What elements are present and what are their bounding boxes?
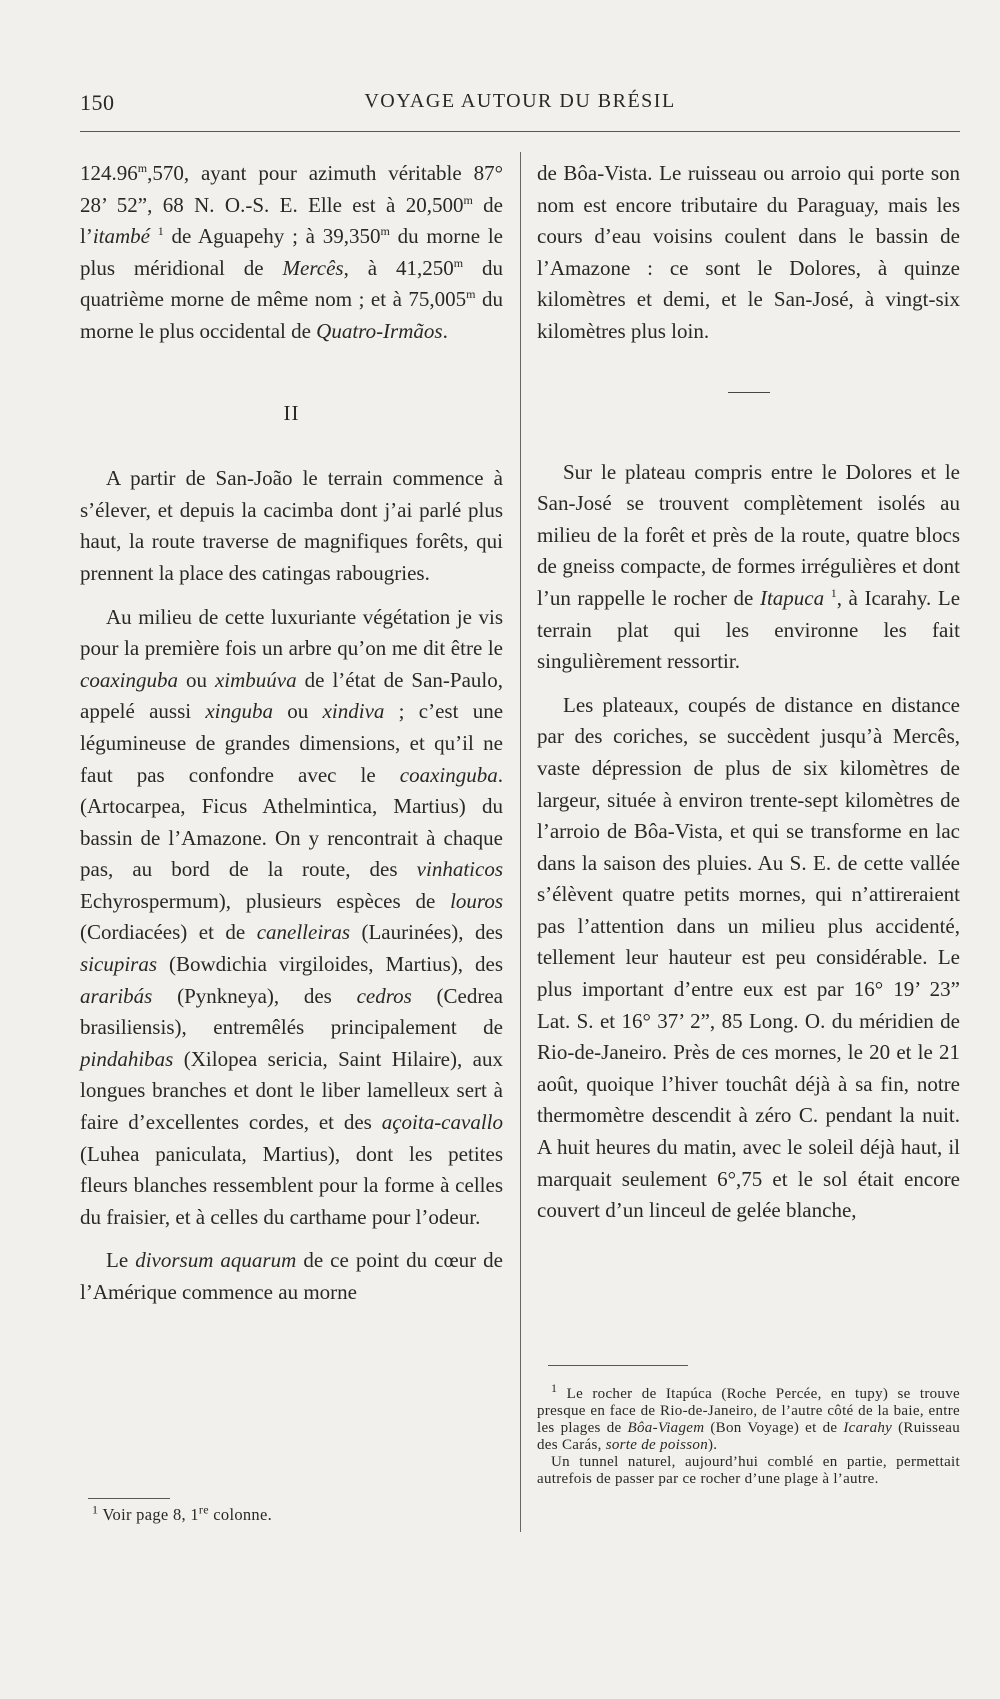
- text-run: (Bon Voyage) et de: [704, 1420, 844, 1436]
- text-run: [150, 224, 158, 248]
- text-run: 124.96: [80, 161, 138, 185]
- text-run: (Cedrea brasiliensis), entremêlés principalement de: [80, 983, 503, 1040]
- superscript: 1: [551, 1381, 558, 1395]
- superscript: m: [137, 161, 148, 175]
- paragraph-merces: [537, 690, 960, 1227]
- text-run: Les plateaux, coupés de distance en distance par des coriches, se succèdent jusqu’à Mercês, vaste dépression de plus de six kilomètres de largeur, située à environ trente-sept kilomètres de l’arroio de Bôa-Vista, et qui se transforme en lac dans la saison des pluies. Au S. E. de cette vallée s’élèvent quatre petits mornes, qui n’attireraient pas l’attention dans un milieu plus accidenté, tellement leur hauteur est peu considérable. Le plus important d’entre eux est par 16° 19’ 23” Lat. S. et 16° 37’ 2”, 85 Long. O. du méridien de Rio-de-Janeiro. Près de ces mornes, le 20 et le 21 août, quoique l’hiver touchât déjà à sa fin, notre thermomètre descendit à zéro C. pendant la nuit. A huit heures du matin, avec le soleil déjà haut, il marquait seulement 6°,75 et le sol était encore couvert d’un linceul de gelée blanche,: [537, 692, 960, 1223]
- paragraph-boa-vista: [537, 158, 960, 348]
- text-run: , à Icarahy. Le terrain plat qui les environne les fait singulièrement ressortir.: [537, 585, 961, 674]
- paragraph-coordinates: [80, 158, 503, 348]
- italic-term: vinhaticos: [416, 857, 503, 882]
- text-run: Un tunnel naturel, aujourd’hui comblé en partie, permettait autrefois de passer par ce rocher d’une plage à l’autre.: [537, 1454, 960, 1487]
- section-heading: II: [283, 400, 300, 425]
- text-run: de ce point du cœur de l’Amérique commence au morne: [80, 1248, 503, 1304]
- column-divider: [520, 152, 521, 1532]
- superscript: re: [198, 1502, 209, 1517]
- text-run: ; c’est une légumineuse de grandes dimensions, et qu’il ne faut pas confondre avec le: [80, 699, 504, 787]
- text-run: A partir de San-João le terrain commence à s’élever, et depuis la cacimba dont j’ai parlé plus haut, la route traverse de magnifiques forêts, qui prennent la place des catingas rabougries.: [80, 466, 503, 585]
- text-run: (Pynkneya), des: [152, 983, 357, 1008]
- italic-term: cedros: [356, 983, 412, 1008]
- text-run: du morne le plus méridional de: [80, 224, 504, 280]
- paragraph-divorsum: [80, 1245, 503, 1308]
- italic-term: Quatro-Irmãos: [316, 318, 443, 343]
- footnote-right: [537, 1381, 960, 1488]
- superscript: m: [453, 255, 464, 270]
- superscript: m: [463, 192, 473, 207]
- text-run: Le rocher de Itapúca (Roche Percée, en tupy) se trouve presque en face de Rio-de-Janeiro, de l’autre côté de la baie, entre les plages de: [537, 1386, 960, 1436]
- running-title: VOYAGE AUTOUR DU BRÉSIL: [364, 90, 676, 112]
- page-number: 150: [80, 90, 115, 115]
- page-header: [80, 84, 960, 124]
- text-run: (Laurinées), des: [350, 920, 503, 945]
- text-run: ,570, ayant pour azimuth véritable 87° 28’ 52”, 68 N. O.-S. E. Elle est à 20,500: [80, 161, 503, 217]
- text-run: de l’état de San-Paulo, appelé aussi: [80, 667, 503, 724]
- text-run: , à 41,250: [343, 255, 454, 280]
- italic-term: pindahibas: [80, 1046, 174, 1071]
- superscript: m: [466, 287, 476, 302]
- italic-term: Mercês: [282, 255, 344, 280]
- text-run: de Bôa-Vista. Le ruisseau ou arroio qui porte son nom est encore tributaire du Paraguay, mais les cours d’eau voisins coulent dans le bassin de l’Amazone : ce sont le Dolores, à quinze kilomètres et demi, et le San-José, à vingt-six kilomètres plus loin.: [537, 161, 960, 343]
- text-run: ou: [273, 699, 323, 724]
- italic-term: Bôa-Viagem: [627, 1420, 705, 1436]
- header-rule: [80, 131, 960, 132]
- footnote-itapuca: [537, 1381, 960, 1454]
- italic-term: Icarahy: [843, 1420, 893, 1436]
- left-column: [80, 158, 503, 1309]
- text-run: Voir page 8, 1: [98, 1505, 199, 1524]
- text-run: Au milieu de cette luxuriante végétation je vis pour la première fois un arbre qu’on me dit être le: [80, 604, 503, 661]
- paragraph-plateau: [537, 457, 960, 678]
- text-run: du morne le plus occidental de: [80, 287, 504, 343]
- italic-term: canelleiras: [256, 920, 350, 945]
- text-run: . (Artocarpea, Ficus Athelmintica, Martius) du bassin de l’Amazone. On y rencontrait à chaque pas, au bord de la route, des: [80, 762, 503, 882]
- italic-term: louros: [450, 888, 503, 913]
- italic-term: ximbuúva: [214, 667, 297, 692]
- text-run: (Bowdichia virgiloides, Martius), des: [157, 952, 503, 977]
- paragraph-vegetation: [80, 602, 503, 1234]
- superscript: 1: [92, 1502, 99, 1517]
- right-column: [537, 158, 960, 1227]
- paragraph-san-joao: [80, 463, 503, 589]
- superscript: 1: [157, 224, 164, 239]
- text-run: [824, 586, 831, 610]
- italic-term: araribás: [80, 983, 153, 1008]
- text-run: (Luhea paniculata, Martius), dont les petites fleurs blanches ressemblent pour la forme à celles du fraisier, et à celles du carthame pour l’odeur.: [80, 1141, 503, 1229]
- superscript: m: [380, 224, 390, 239]
- text-run: du quatrième morne de même nom ; et à 75,005: [80, 255, 503, 312]
- text-run: .: [442, 318, 448, 343]
- text-run: de Aguapehy ; à 39,350: [163, 224, 381, 249]
- italic-term: divorsum aquarum: [135, 1248, 297, 1273]
- italic-term: açoita-cavallo: [381, 1110, 503, 1135]
- text-run: Sur le plateau compris entre le Dolores et le San-José se trouvent complètement isolés au milieu de la forêt et près de la route, quatre blocs de gneiss compacte, de formes irrégulières et dont l’un rappelle le rocher de: [537, 459, 960, 610]
- italic-term: xinguba: [205, 699, 274, 724]
- text-run: ou: [177, 667, 215, 692]
- footnote-tunnel: [537, 1454, 960, 1488]
- italic-term: sicupiras: [80, 952, 158, 977]
- text-run: Le: [106, 1248, 136, 1273]
- text-run: de l’: [80, 192, 503, 249]
- section-break-rule: [728, 392, 770, 393]
- italic-term: itambé: [92, 224, 150, 249]
- italic-term: coaxinguba: [80, 667, 178, 692]
- footnote-rule-right: [548, 1365, 688, 1366]
- italic-term: coaxinguba: [399, 762, 498, 787]
- footnote-left: [92, 1504, 512, 1525]
- text-run: colonne.: [208, 1505, 273, 1524]
- superscript: 1: [830, 585, 837, 600]
- footnote-rule-left: [88, 1498, 170, 1499]
- text-run: (Xilopea sericia, Saint Hilaire), aux longues branches et dont le liber lamelleux sert à faire d’excellentes cordes, et des: [80, 1046, 503, 1135]
- italic-term: sorte de poisson: [605, 1437, 709, 1453]
- text-run: ).: [708, 1437, 718, 1453]
- text-run: (Cordiacées) et de: [80, 920, 257, 945]
- italic-term: xindiva: [322, 699, 385, 724]
- text-run: (Ruisseau des Carás,: [537, 1420, 960, 1453]
- text-run: Echyrospermum), plusieurs espèces de: [80, 888, 451, 913]
- italic-term: Itapuca: [759, 585, 825, 610]
